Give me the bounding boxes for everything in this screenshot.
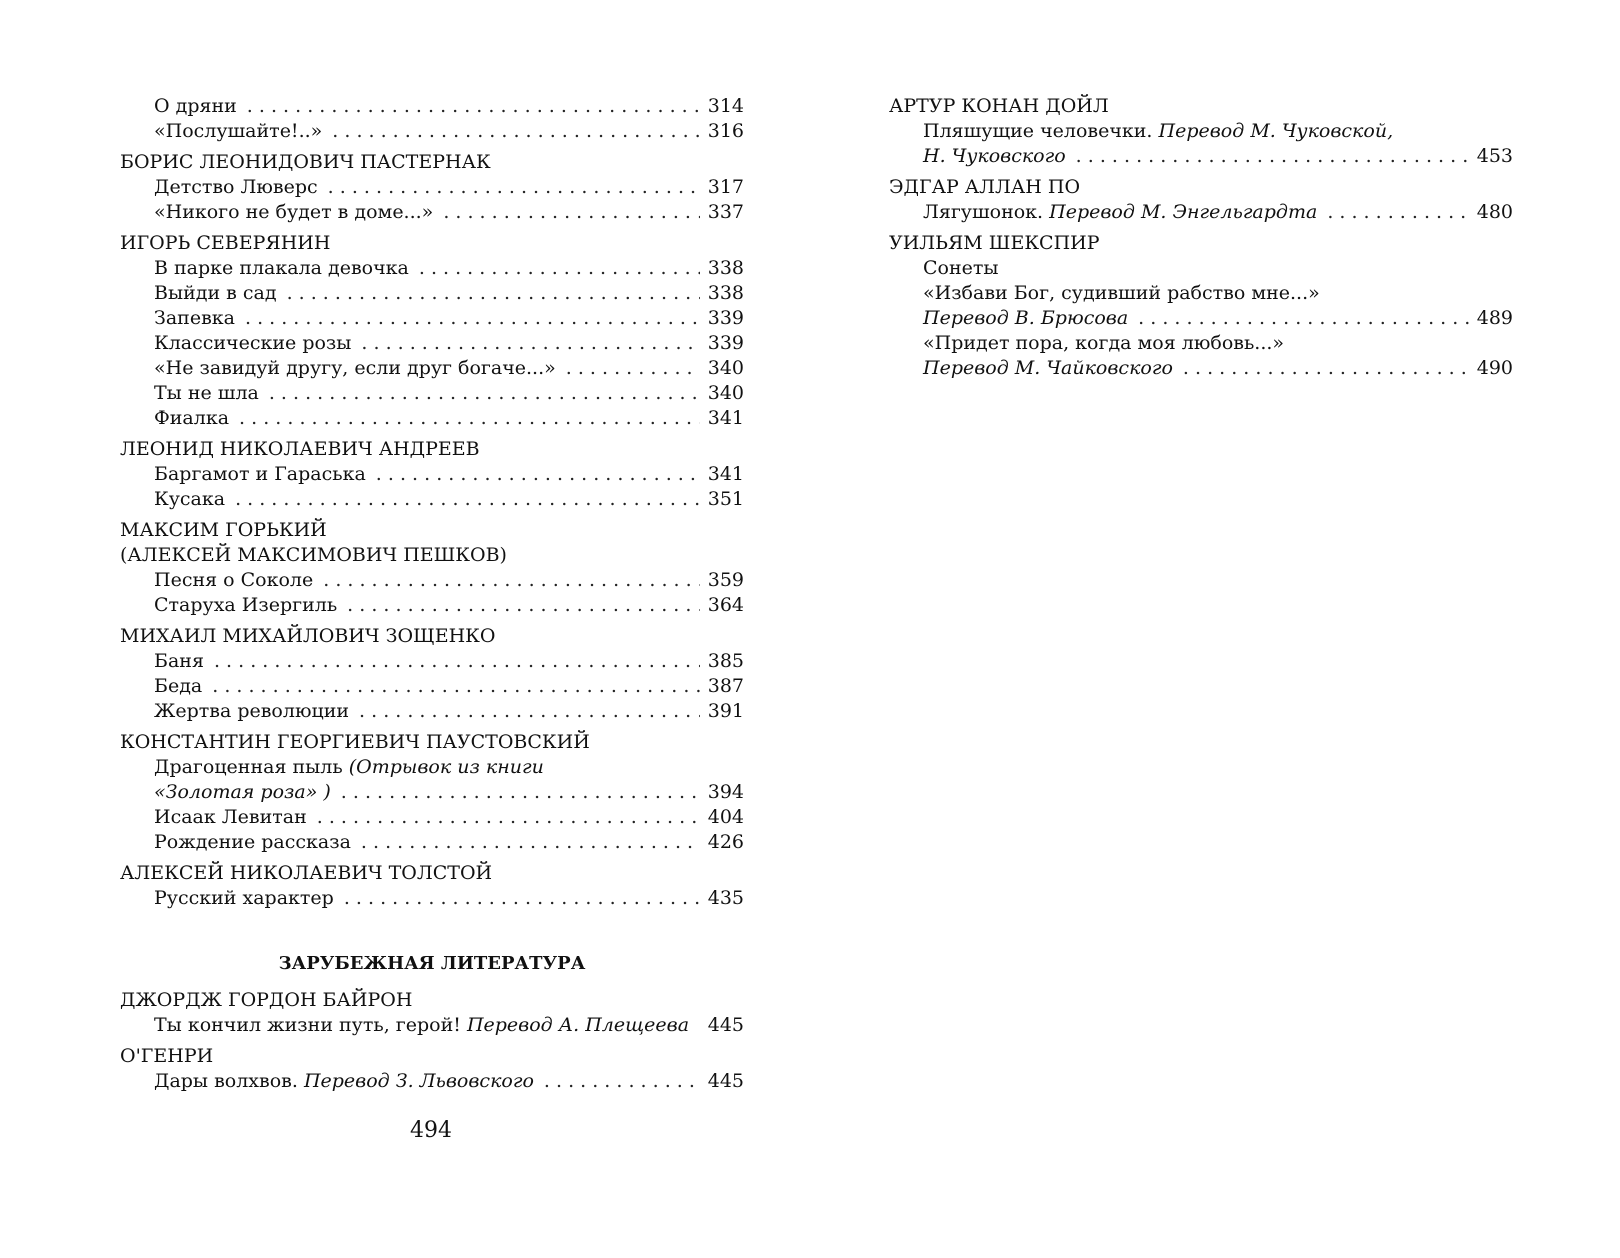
entry-page-number: 387 (707, 675, 744, 697)
dot-leader (239, 406, 700, 431)
toc-entry (120, 256, 744, 281)
toc-entry (120, 406, 744, 431)
entry-translator: Перевод В. Брюсова (923, 307, 1129, 329)
toc-entry (889, 331, 1513, 356)
entry-page-number: 445 (707, 1070, 744, 1092)
entry-page-number: 338 (707, 282, 744, 304)
author-name (120, 1044, 744, 1069)
toc-entry (889, 200, 1513, 225)
author-name (889, 94, 1513, 119)
entry-title (154, 1013, 689, 1038)
toc-entry (120, 830, 744, 855)
toc-entry (889, 356, 1513, 381)
entry-page-number: 445 (707, 1014, 744, 1036)
entry-title-text: Классические розы (154, 332, 352, 354)
dot-leader (245, 306, 700, 331)
author-name-text: БОРИС ЛЕОНИДОВИЧ ПАСТЕРНАК (120, 151, 491, 173)
toc-entry (120, 487, 744, 512)
author-name (120, 150, 744, 175)
entry-page-number: 480 (1476, 201, 1513, 223)
author-name-text: ЛЕОНИД НИКОЛАЕВИЧ АНДРЕЕВ (120, 438, 480, 460)
entry-title-text: Ты не шла (154, 382, 259, 404)
toc-entry (120, 462, 744, 487)
author-name-line2 (120, 543, 744, 568)
dot-leader (235, 487, 700, 512)
entry-title (923, 119, 1393, 144)
dot-leader (361, 830, 700, 855)
author-name-text: МАКСИМ ГОРЬКИЙ (120, 519, 327, 541)
dot-leader (332, 119, 699, 144)
dot-leader (344, 886, 700, 911)
author-name-text: МИХАИЛ МИХАЙЛОВИЧ ЗОЩЕНКО (120, 625, 496, 647)
entry-page-number: 385 (707, 650, 744, 672)
entry-title (154, 406, 229, 431)
entry-title-text: Рождение рассказа (154, 831, 351, 853)
entry-title (154, 830, 351, 855)
toc-entry (120, 1069, 744, 1094)
entry-title (154, 381, 259, 406)
toc-entry (120, 1013, 744, 1038)
entry-translator: Перевод М. Энгельгардта (1049, 201, 1318, 223)
entry-translator: Н. Чуковского (923, 145, 1066, 167)
dot-leader (419, 256, 700, 281)
author-name-text: ДЖОРДЖ ГОРДОН БАЙРОН (120, 989, 413, 1011)
entry-title-text: «Избави Бог, судивший рабство мне...» (923, 282, 1320, 304)
entry-translator: «Золотая роза» ) (154, 781, 331, 803)
entry-title-text: Фиалка (154, 407, 230, 429)
entry-title (154, 356, 556, 381)
entry-title-text: Выйди в сад (154, 282, 277, 304)
entry-title-text: В парке плакала девочка (154, 257, 409, 279)
author-name (889, 231, 1513, 256)
entry-title-text: Кусака (154, 488, 226, 510)
author-name (120, 861, 744, 886)
toc-entry (120, 805, 744, 830)
dot-leader (566, 356, 700, 381)
toc-entry (889, 119, 1513, 144)
entry-translator: (Отрывок из книги (348, 756, 544, 778)
entry-translator: Перевод М. Чуковской, (1158, 120, 1394, 142)
entry-title (154, 281, 277, 306)
entry-page-number: 426 (707, 831, 744, 853)
entry-title-text: Драгоценная пыль (154, 756, 343, 778)
dot-leader (212, 674, 700, 699)
entry-title (154, 487, 225, 512)
entry-title-text: Старуха Изергиль (154, 594, 338, 616)
author-name (120, 231, 744, 256)
entry-title (154, 175, 318, 200)
entry-page-number: 341 (707, 407, 744, 429)
entry-title-text: Баргамот и Гараська (154, 463, 366, 485)
entry-title-text: Русский характер (154, 887, 334, 909)
dot-leader (443, 200, 699, 225)
dot-leader (361, 331, 699, 356)
entry-title (923, 144, 1066, 169)
entry-page-number: 364 (707, 594, 744, 616)
dot-leader (323, 568, 700, 593)
toc-entry (120, 886, 744, 911)
dot-leader (699, 1013, 700, 1038)
toc-entry (120, 593, 744, 618)
author-name (120, 730, 744, 755)
author-name (120, 988, 744, 1013)
entry-page-number: 341 (707, 463, 744, 485)
toc-entry (120, 281, 744, 306)
entry-title-text: «Придет пора, когда моя любовь...» (923, 332, 1285, 354)
entry-page-number: 339 (707, 332, 744, 354)
entry-page-number: 490 (1476, 357, 1513, 379)
entry-title-text: Песня о Соколе (154, 569, 314, 591)
entry-title (923, 306, 1128, 331)
entry-title (923, 281, 1320, 306)
dot-leader (1076, 144, 1469, 169)
entry-page-number: 435 (707, 887, 744, 909)
dot-leader (347, 593, 700, 618)
author-name-text: АЛЕКСЕЙ НИКОЛАЕВИЧ ТОЛСТОЙ (120, 862, 493, 884)
entry-title-text: Беда (154, 675, 203, 697)
entry-title (923, 256, 999, 281)
entry-title-text: Дары волхвов. (154, 1070, 298, 1092)
entry-page-number: 351 (707, 488, 744, 510)
toc-entry (120, 94, 744, 119)
toc-entry (889, 281, 1513, 306)
section-heading: ЗАРУБЕЖНАЯ ЛИТЕРАТУРА (278, 953, 586, 974)
entry-title-text: «Послушайте!..» (154, 120, 323, 142)
entry-title (154, 256, 409, 281)
toc-left-column (120, 94, 744, 1094)
toc-entry (889, 256, 1513, 281)
entry-title-text: Ты кончил жизни путь, герой! (154, 1014, 461, 1036)
author-name (889, 175, 1513, 200)
toc-entry (120, 119, 744, 144)
author-name (120, 518, 744, 543)
entry-title (154, 568, 313, 593)
entry-page-number: 317 (707, 176, 744, 198)
toc-entry (120, 699, 744, 724)
entry-title (154, 1069, 534, 1094)
dot-leader (214, 649, 700, 674)
dot-leader (317, 805, 700, 830)
author-name (120, 624, 744, 649)
entry-translator: Перевод М. Чайковского (923, 357, 1173, 379)
entry-title (154, 119, 322, 144)
dot-leader (1138, 306, 1469, 331)
entry-page-number: 391 (707, 700, 744, 722)
author-name-text: О'ГЕНРИ (120, 1045, 214, 1067)
entry-title (154, 200, 433, 225)
entry-title-text: Баня (154, 650, 204, 672)
entry-translator: Перевод А. Плещеева (466, 1014, 690, 1036)
dot-leader (341, 780, 700, 805)
entry-title-text: «Не завидуй другу, если друг богаче...» (154, 357, 556, 379)
toc-entry (120, 306, 744, 331)
dot-leader (1183, 356, 1469, 381)
entry-page-number: 316 (707, 120, 744, 142)
dot-leader (359, 699, 700, 724)
entry-title (154, 462, 366, 487)
entry-title (923, 356, 1173, 381)
entry-page-number: 453 (1476, 145, 1513, 167)
toc-entry-continuation (889, 144, 1513, 169)
entry-page-number: 338 (707, 257, 744, 279)
dot-leader (269, 381, 700, 406)
page-number: 494 (410, 1118, 452, 1143)
toc-entry (120, 331, 744, 356)
entry-title-text: Пляшущие человечки. (923, 120, 1153, 142)
author-name (120, 437, 744, 462)
toc-right-column (889, 94, 1513, 381)
entry-page-number: 337 (707, 201, 744, 223)
entry-page-number: 340 (707, 357, 744, 379)
toc-entry (120, 200, 744, 225)
entry-title (154, 805, 307, 830)
entry-title (154, 755, 544, 780)
entry-title (154, 649, 204, 674)
entry-page-number: 339 (707, 307, 744, 329)
dot-leader (376, 462, 700, 487)
toc-entry (120, 175, 744, 200)
entry-title (154, 780, 331, 805)
entry-translator: Перевод З. Львовского (303, 1070, 534, 1092)
entry-title-text: Детство Люверс (154, 176, 318, 198)
entry-title-text: Сонеты (923, 257, 999, 279)
author-name-text: ЭДГАР АЛЛАН ПО (889, 176, 1081, 198)
toc-entry (889, 306, 1513, 331)
dot-leader (328, 175, 700, 200)
author-name-text: (АЛЕКСЕЙ МАКСИМОВИЧ ПЕШКОВ) (120, 544, 507, 566)
entry-page-number: 489 (1476, 307, 1513, 329)
dot-leader (544, 1069, 700, 1094)
toc-entry (120, 381, 744, 406)
entry-title-text: Запевка (154, 307, 235, 329)
entry-title-text: «Никого не будет в доме...» (154, 201, 434, 223)
entry-title (154, 94, 237, 119)
author-name-text: УИЛЬЯМ ШЕКСПИР (889, 232, 1100, 254)
entry-title (154, 593, 337, 618)
entry-title (154, 306, 235, 331)
entry-page-number: 314 (707, 95, 744, 117)
author-name-text: КОНСТАНТИН ГЕОРГИЕВИЧ ПАУСТОВСКИЙ (120, 731, 590, 753)
toc-entry (120, 356, 744, 381)
dot-leader (287, 281, 700, 306)
entry-title (154, 699, 349, 724)
entry-title-text: Лягушонок. (923, 201, 1044, 223)
toc-entry (120, 674, 744, 699)
toc-entry (120, 568, 744, 593)
entry-title-text: О дряни (154, 95, 237, 117)
entry-page-number: 394 (707, 781, 744, 803)
entry-page-number: 340 (707, 382, 744, 404)
entry-title-text: Исаак Левитан (154, 806, 307, 828)
author-name-text: ИГОРЬ СЕВЕРЯНИН (120, 232, 331, 254)
toc-entry (120, 755, 744, 780)
entry-title (154, 674, 202, 699)
dot-leader (1327, 200, 1468, 225)
entry-title (154, 331, 351, 356)
entry-title (923, 200, 1317, 225)
author-name-text: АРТУР КОНАН ДОЙЛ (889, 95, 1109, 117)
entry-page-number: 404 (707, 806, 744, 828)
entry-page-number: 359 (707, 569, 744, 591)
toc-entry (120, 649, 744, 674)
entry-title (154, 886, 334, 911)
entry-title (923, 331, 1284, 356)
dot-leader (247, 94, 700, 119)
entry-title-text: Жертва революции (154, 700, 350, 722)
toc-entry-continuation (120, 780, 744, 805)
